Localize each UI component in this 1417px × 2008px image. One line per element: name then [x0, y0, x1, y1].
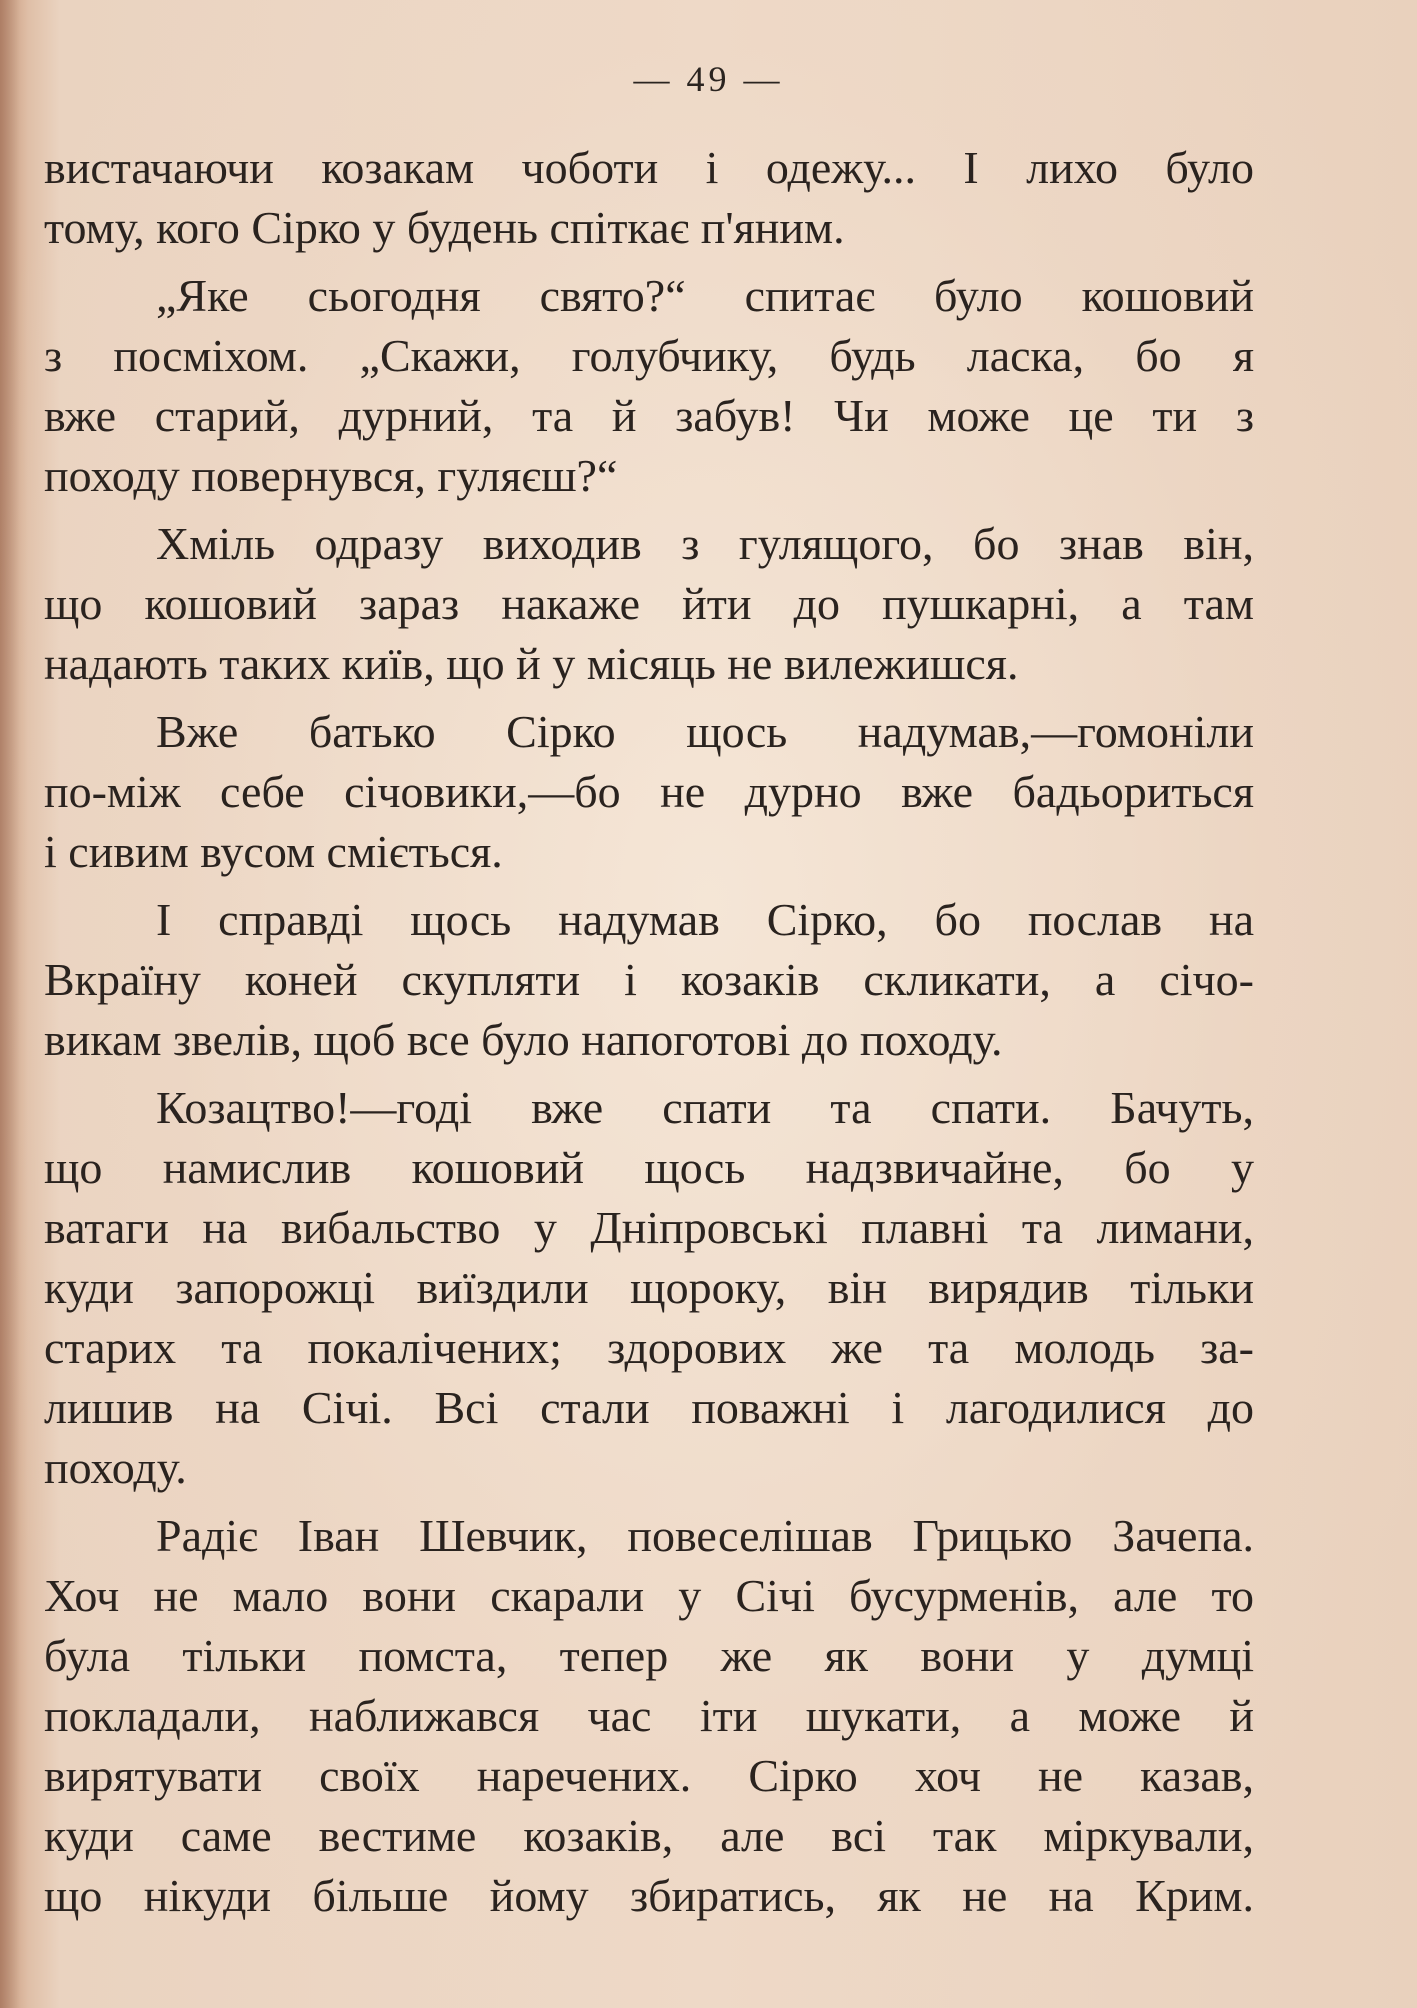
paragraph — [44, 266, 1254, 506]
text-line: що намислив кошовий щось надзвичайне, бо у — [44, 1142, 1254, 1193]
text-line: ватаги на вибальство у Дніпровські плавні та лимани, — [44, 1202, 1254, 1253]
text-line: вже старий, дурний, та й забув! Чи може це ти з — [44, 390, 1254, 441]
text-line: куди запорожці виїздили щороку, він вирядив тільки — [44, 1262, 1254, 1313]
text-line: покладали, наближався час іти шукати, а може й — [44, 1690, 1254, 1741]
text-line: і сивим вусом сміється. — [44, 826, 503, 877]
text-line: надають таких київ, що й у місяць не вилежишся. — [44, 638, 1019, 689]
text-line: куди саме вестиме козаків, але всі так міркували, — [44, 1810, 1254, 1861]
text-line: з посміхом. „Скажи, голубчику, будь ласка, бо я — [44, 330, 1254, 381]
page-number: — 49 — — [633, 59, 784, 99]
text-line: що кошовий зараз накаже йти до пушкарні, а там — [44, 578, 1254, 629]
text-line: Вже батько Сірко щось надумав,—гомоніли — [156, 706, 1254, 757]
text-line: старих та покалічених; здорових же та молодь за- — [44, 1322, 1254, 1373]
text-line: по-між себе січовики,—бо не дурно вже бадьориться — [44, 766, 1254, 817]
text-line: лишив на Січі. Всі стали поважні і лагодилися до — [44, 1382, 1254, 1433]
paragraph — [44, 1506, 1254, 1926]
text-line: тому, кого Сірко у будень спіткає п'яним. — [44, 202, 845, 253]
text-line: вистачаючи козакам чоботи і одежу... І лихо було — [44, 142, 1254, 193]
text-line: Козацтво!—годі вже спати та спати. Бачуть, — [156, 1082, 1254, 1133]
text-line: походу повернувся, гуляєш?“ — [44, 450, 618, 501]
text-line: Хоч не мало вони скарали у Січі бусурменів, але то — [44, 1570, 1254, 1621]
paragraph — [44, 890, 1254, 1070]
text-line: походу. — [44, 1442, 187, 1493]
text-line: „Яке сьогодня свято?“ спитає було кошовий — [156, 270, 1254, 321]
paragraph — [44, 1078, 1254, 1498]
text-line: Хміль одразу виходив з гулящого, бо знав він, — [156, 518, 1254, 569]
text-line: Радіє Іван Шевчик, повеселішав Грицько Зачепа. — [156, 1510, 1254, 1561]
text-line: викам звелів, щоб все було напоготові до походу. — [44, 1014, 1003, 1065]
binding-edge — [0, 0, 28, 2008]
paragraph — [44, 514, 1254, 694]
text-line: що нікуди більше йому збиратись, як не на Крим. — [44, 1870, 1254, 1921]
text-line: вирятувати своїх наречених. Сірко хоч не казав, — [44, 1750, 1254, 1801]
paragraph — [44, 138, 1254, 258]
body-text — [44, 138, 1254, 1934]
text-line: І справді щось надумав Сірко, бо послав на — [156, 894, 1254, 945]
paragraph — [44, 702, 1254, 882]
text-line: Вкраїну коней скупляти і козаків скликати, а січо- — [44, 954, 1254, 1005]
text-line: була тільки помста, тепер же як вони у думці — [44, 1630, 1254, 1681]
